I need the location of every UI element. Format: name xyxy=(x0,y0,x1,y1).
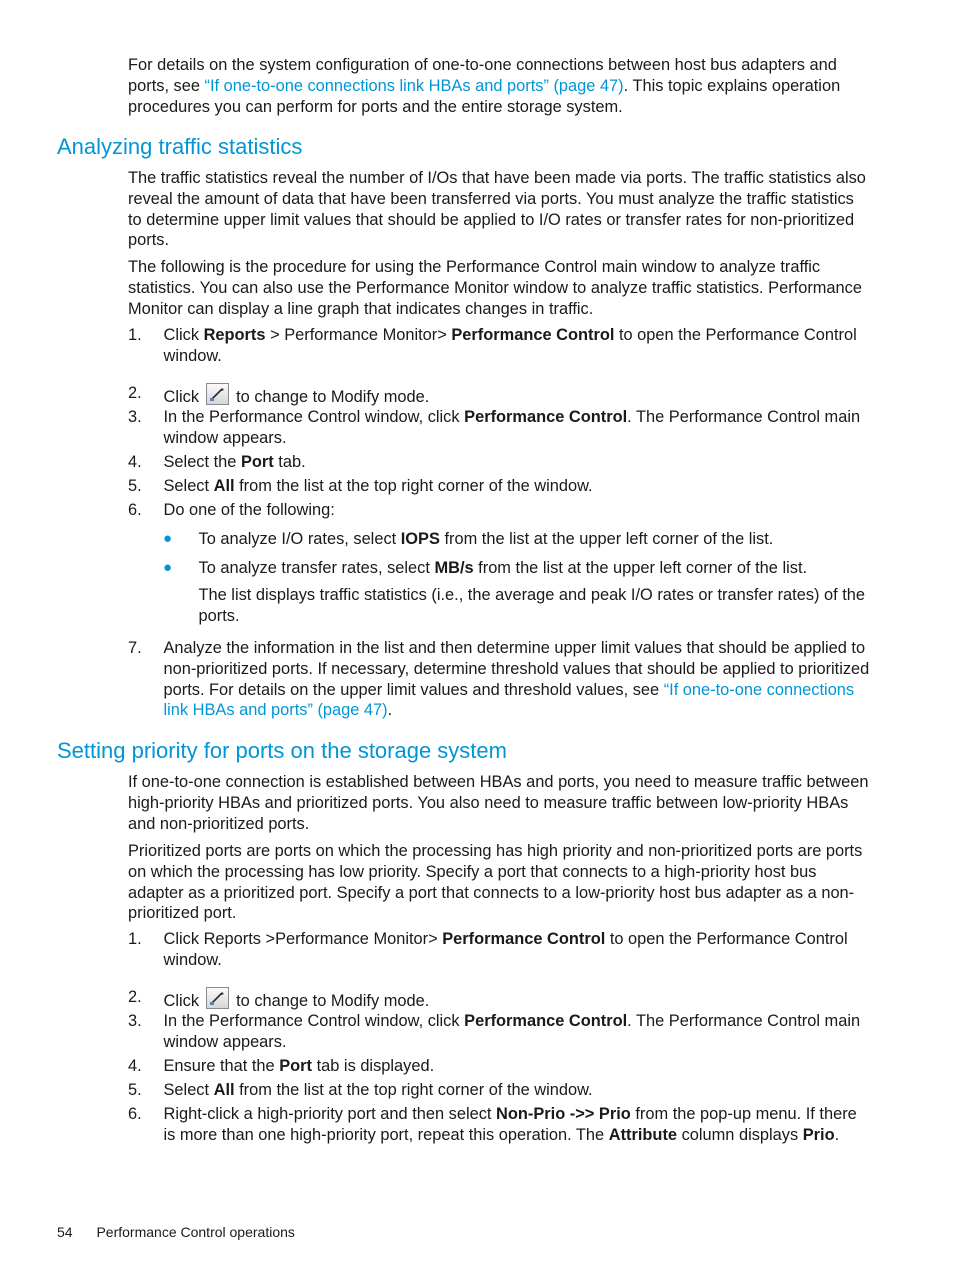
step-text: Click to change to Modify mode. xyxy=(164,383,871,408)
step-text: In the Performance Control window, click Performance Control. The Performance Control main window appears. xyxy=(163,1012,861,1051)
step-number: 5. xyxy=(128,1081,142,1099)
footer-chapter-title: Performance Control operations xyxy=(96,1224,295,1240)
section2-step-3 xyxy=(128,1011,870,1053)
step-number: 1. xyxy=(128,326,142,344)
step-text: Analyze the information in the list and then determine upper limit values that should be applied to non-prioritized ports. If necessary, determine threshold values that should be applied to prioritized ports. For details on the upper limit values and threshold values, see “If one-to-one connections link HBAs and ports” (page 47). xyxy=(163,639,870,720)
step-number: 4. xyxy=(128,453,142,471)
step-text: Click Reports > Performance Monitor> Performance Control to open the Performance Control window. xyxy=(163,326,857,365)
section2-step-6 xyxy=(128,1104,870,1146)
page-footer xyxy=(57,1222,295,1242)
section1-step-7 xyxy=(128,638,870,721)
intro-text: For details on the system configuration of one-to-one connections between host bus adapters and ports, see xyxy=(128,56,837,95)
step-text: Click Reports >Performance Monitor> Performance Control to open the Performance Control window. xyxy=(163,930,848,969)
modify-mode-icon[interactable] xyxy=(206,987,229,1009)
step-text: Do one of the following: xyxy=(163,501,335,519)
step-number: 4. xyxy=(128,1057,142,1075)
section2-step-4 xyxy=(128,1056,870,1077)
step-number: 2. xyxy=(128,988,142,1006)
bullet-icon: ● xyxy=(163,559,173,576)
section2-step-5 xyxy=(128,1080,870,1101)
intro-text-end: . This topic explains operation procedures you can perform for ports and the entire storage system. xyxy=(128,76,841,116)
section1-step-5 xyxy=(128,476,870,497)
section1-step-3 xyxy=(128,407,870,449)
step-number: 3. xyxy=(128,1012,142,1030)
step-number: 6. xyxy=(128,501,142,519)
step-number: 3. xyxy=(128,408,142,426)
modify-mode-icon[interactable] xyxy=(206,383,229,405)
section1-bullet-mbs xyxy=(163,558,870,579)
step-number: 5. xyxy=(128,477,142,495)
heading-setting-priority: Setting priority for ports on the storage system xyxy=(57,738,507,763)
step-number: 6. xyxy=(128,1105,142,1123)
heading-analyzing-traffic: Analyzing traffic statistics xyxy=(57,134,303,159)
intro-paragraph xyxy=(128,55,870,117)
step7-cross-reference-link[interactable]: “If one-to-one connections link HBAs and ports” (page 47) xyxy=(163,680,855,720)
step-text: Ensure that the Port tab is displayed. xyxy=(163,1057,435,1075)
section2-step-1 xyxy=(128,929,870,971)
step-number: 2. xyxy=(128,384,142,402)
section1-step-4 xyxy=(128,452,870,473)
page-number: 54 xyxy=(57,1224,73,1240)
step-text: Select the Port tab. xyxy=(163,453,306,471)
section2-step-2 xyxy=(128,987,870,1012)
step-text: Click to change to Modify mode. xyxy=(164,987,871,1012)
section1-bullet-note: The list displays traffic statistics (i.e., the average and peak I/O rates or transfer rates) of the ports. xyxy=(198,586,866,625)
section1-step-1 xyxy=(128,325,870,367)
section2-paragraph-2: Prioritized ports are ports on which the processing has high priority and non-prioritized ports are ports on which the processing has low priority. Specify a port that connects to a high-priority host bus adapter as a prioritized port. Specify a port that connects to a low-priority host bus adapter as a non-prioritized port. xyxy=(128,842,863,923)
bullet-text: To analyze transfer rates, select MB/s from the list at the upper left corner of the list. xyxy=(198,559,808,577)
bullet-text: To analyze I/O rates, select IOPS from the list at the upper left corner of the list. xyxy=(198,530,774,548)
step-number: 7. xyxy=(128,639,142,657)
step-text: Select All from the list at the top right corner of the window. xyxy=(163,1081,593,1099)
bullet-icon: ● xyxy=(163,530,173,547)
step-text: Right-click a high-priority port and then select Non-Prio ->> Prio from the pop-up menu. If there is more than one high-priority port, repeat this operation. The Attribute column displays Prio. xyxy=(163,1105,857,1144)
section2-paragraph-1: If one-to-one connection is established between HBAs and ports, you need to measure traffic between high-priority HBAs and prioritized ports. You also need to measure traffic between low-priority HBAs and non-prioritized ports. xyxy=(128,773,869,833)
step-text: Select All from the list at the top right corner of the window. xyxy=(163,477,593,495)
step-text: In the Performance Control window, click Performance Control. The Performance Control main window appears. xyxy=(163,408,861,447)
section1-step-2 xyxy=(128,383,870,408)
section1-step-6 xyxy=(128,500,870,521)
intro-cross-reference-link[interactable]: “If one-to-one connections link HBAs and ports” (page 47) xyxy=(204,76,624,95)
section1-paragraph-1: The traffic statistics reveal the number of I/Os that have been made via ports. The traffic statistics also reveal the amount of data that have been transferred via ports. You must analyze the traffic statistics to determine upper limit values that should be applied to I/O rates or transfer rates for non-prioritized ports. xyxy=(128,169,866,250)
section1-paragraph-2: The following is the procedure for using the Performance Control main window to analyze traffic statistics. You can also use the Performance Monitor window to analyze traffic statistics. Performance Monitor can display a line graph that indicates changes in traffic. xyxy=(128,258,862,318)
section1-bullet-iops xyxy=(163,529,870,550)
step-number: 1. xyxy=(128,930,142,948)
